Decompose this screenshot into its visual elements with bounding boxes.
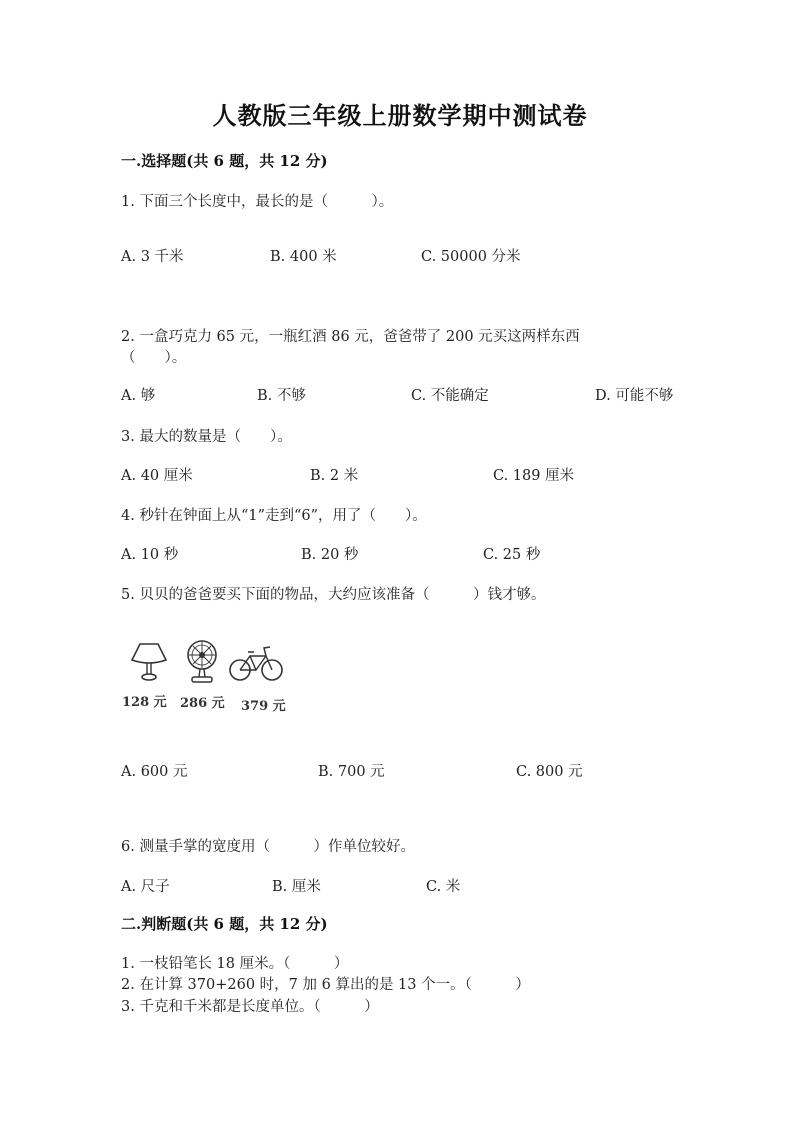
q4-option-a: A. 10 秒	[121, 547, 179, 563]
q2-option-b: B. 不够	[257, 388, 306, 404]
section-heading-judgment: 二.判断题(共 6 题，共 12 分)	[121, 915, 328, 933]
q5-option-b: B. 700 元	[318, 764, 385, 780]
question-6: 6. 测量手掌的宽度用（ ）作单位较好。	[121, 839, 415, 855]
question-4: 4. 秒针在钟面上从“1”走到“6”，用了（ ）。	[121, 508, 427, 524]
q2-option-d: D. 可能不够	[595, 388, 674, 404]
question-2-continued: （ ）。	[121, 350, 187, 366]
q5-option-c: C. 800 元	[516, 764, 583, 780]
q6-option-b: B. 厘米	[272, 879, 321, 895]
q6-option-c: C. 米	[426, 879, 461, 895]
lamp-icon	[128, 640, 170, 684]
q6-option-a: A. 尺子	[121, 879, 170, 895]
q4-option-b: B. 20 秒	[301, 547, 359, 563]
q1-option-b: B. 400 米	[270, 249, 337, 265]
judgment-question-2: 2. 在计算 370+260 时，7 加 6 算出的是 13 个一。（ ）	[121, 977, 530, 993]
q2-option-c: C. 不能确定	[411, 388, 489, 404]
fan-icon	[184, 639, 220, 685]
bicycle-icon	[228, 642, 284, 684]
page-title: 人教版三年级上册数学期中测试卷	[212, 101, 588, 130]
q2-option-a: A. 够	[121, 388, 156, 404]
q1-option-a: A. 3 千米	[121, 249, 184, 265]
question-3: 3. 最大的数量是（ ）。	[121, 429, 292, 445]
judgment-question-3: 3. 千克和千米都是长度单位。（ ）	[121, 999, 379, 1015]
q5-option-a: A. 600 元	[121, 764, 188, 780]
q3-option-c: C. 189 厘米	[493, 468, 575, 484]
question-2: 2. 一盒巧克力 65 元，一瓶红酒 86 元，爸爸带了 200 元买这两样东西	[121, 329, 580, 345]
q4-option-c: C. 25 秒	[483, 547, 541, 563]
q3-option-a: A. 40 厘米	[121, 468, 193, 484]
bicycle-price: 379 元	[241, 699, 286, 714]
q3-option-b: B. 2 米	[310, 468, 359, 484]
q1-option-c: C. 50000 分米	[421, 249, 521, 265]
fan-price: 286 元	[180, 696, 225, 711]
question-5: 5. 贝贝的爸爸要买下面的物品，大约应该准备（ ）钱才够。	[121, 587, 546, 603]
section-heading-choice: 一.选择题(共 6 题，共 12 分)	[121, 152, 328, 170]
question-1: 1. 下面三个长度中，最长的是（ ）。	[121, 194, 394, 210]
lamp-price: 128 元	[122, 695, 167, 710]
judgment-question-1: 1. 一枝铅笔长 18 厘米。（ ）	[121, 956, 349, 972]
